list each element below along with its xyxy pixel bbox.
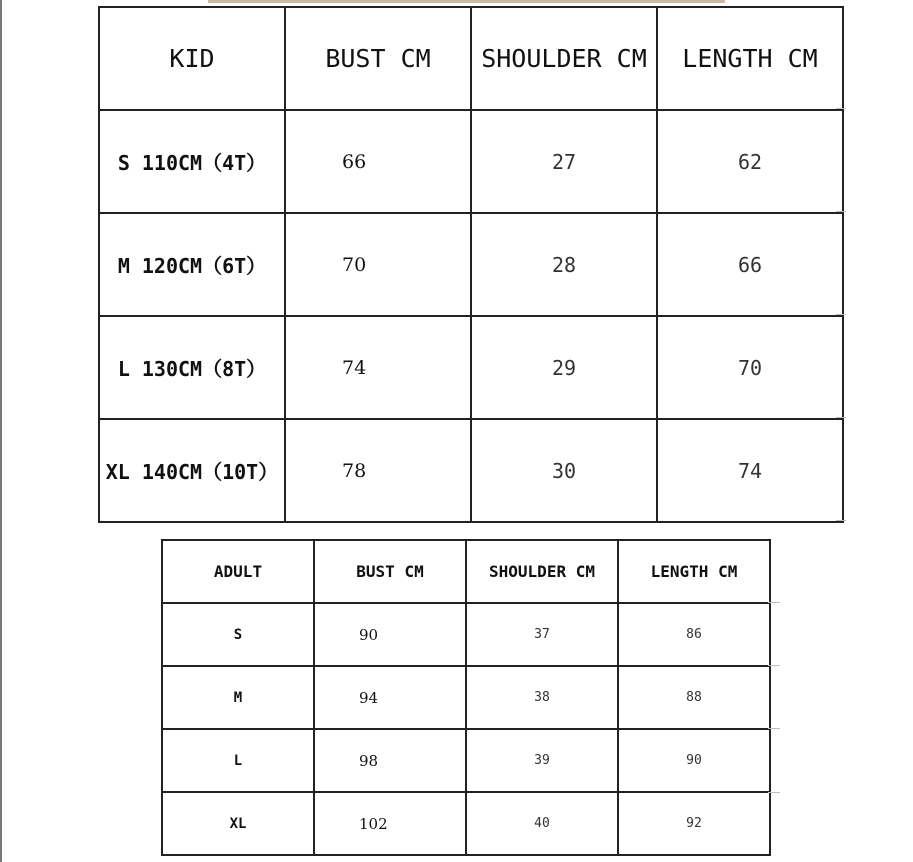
kid-size-cell: XL 140CM（10T）	[99, 419, 285, 522]
kid-shoulder-cell: 28	[471, 213, 657, 316]
grid-tick	[768, 602, 780, 603]
kid-length-cell: 62	[657, 110, 843, 213]
adult-length-cell: 88	[618, 666, 770, 729]
kid-bust-cell: 74	[285, 316, 471, 419]
adult-shoulder-cell: 37	[466, 603, 618, 666]
kid-length-cell: 70	[657, 316, 843, 419]
table-row	[162, 603, 770, 666]
adult-header-shoulder: SHOULDER CM	[466, 540, 618, 603]
kid-bust-cell: 78	[285, 419, 471, 522]
kid-header-bust: BUST CM	[285, 7, 471, 110]
table-row	[162, 729, 770, 792]
table-row	[99, 316, 843, 419]
adult-size-cell: L	[162, 729, 314, 792]
table-row	[99, 213, 843, 316]
adult-size-cell: XL	[162, 792, 314, 855]
kid-size-cell: L 130CM（8T）	[99, 316, 285, 419]
page-left-border	[0, 0, 2, 862]
adult-header-bust: BUST CM	[314, 540, 466, 603]
grid-tick	[836, 211, 846, 212]
adult-bust-cell: 98	[314, 729, 466, 792]
adult-header-row	[162, 540, 770, 603]
kid-length-cell: 66	[657, 213, 843, 316]
kid-header-length: LENGTH CM	[657, 7, 843, 110]
kid-bust-cell: 70	[285, 213, 471, 316]
adult-shoulder-cell: 39	[466, 729, 618, 792]
adult-size-cell: M	[162, 666, 314, 729]
grid-tick	[836, 314, 846, 315]
grid-tick	[768, 728, 780, 729]
adult-bust-cell: 90	[314, 603, 466, 666]
kid-size-cell: M 120CM（6T）	[99, 213, 285, 316]
adult-header-size: ADULT	[162, 540, 314, 603]
kid-header-shoulder: SHOULDER CM	[471, 7, 657, 110]
kid-size-table	[98, 6, 844, 523]
kid-shoulder-cell: 29	[471, 316, 657, 419]
grid-tick	[768, 665, 780, 666]
table-row	[99, 419, 843, 522]
adult-length-cell: 90	[618, 729, 770, 792]
kid-length-cell: 74	[657, 419, 843, 522]
adult-size-table	[161, 539, 771, 856]
adult-bust-cell: 94	[314, 666, 466, 729]
kid-size-cell: S 110CM（4T）	[99, 110, 285, 213]
grid-tick	[836, 417, 846, 418]
top-image-strip	[208, 0, 725, 3]
adult-length-cell: 92	[618, 792, 770, 855]
adult-size-cell: S	[162, 603, 314, 666]
adult-shoulder-cell: 38	[466, 666, 618, 729]
kid-shoulder-cell: 30	[471, 419, 657, 522]
adult-shoulder-cell: 40	[466, 792, 618, 855]
adult-bust-cell: 102	[314, 792, 466, 855]
table-row	[162, 666, 770, 729]
table-row	[99, 110, 843, 213]
adult-header-length: LENGTH CM	[618, 540, 770, 603]
kid-header-size: KID	[99, 7, 285, 110]
kid-shoulder-cell: 27	[471, 110, 657, 213]
kid-bust-cell: 66	[285, 110, 471, 213]
table-row	[162, 792, 770, 855]
grid-tick	[836, 520, 846, 521]
grid-tick	[768, 792, 780, 793]
adult-length-cell: 86	[618, 603, 770, 666]
kid-header-row	[99, 7, 843, 110]
grid-tick	[836, 108, 846, 109]
